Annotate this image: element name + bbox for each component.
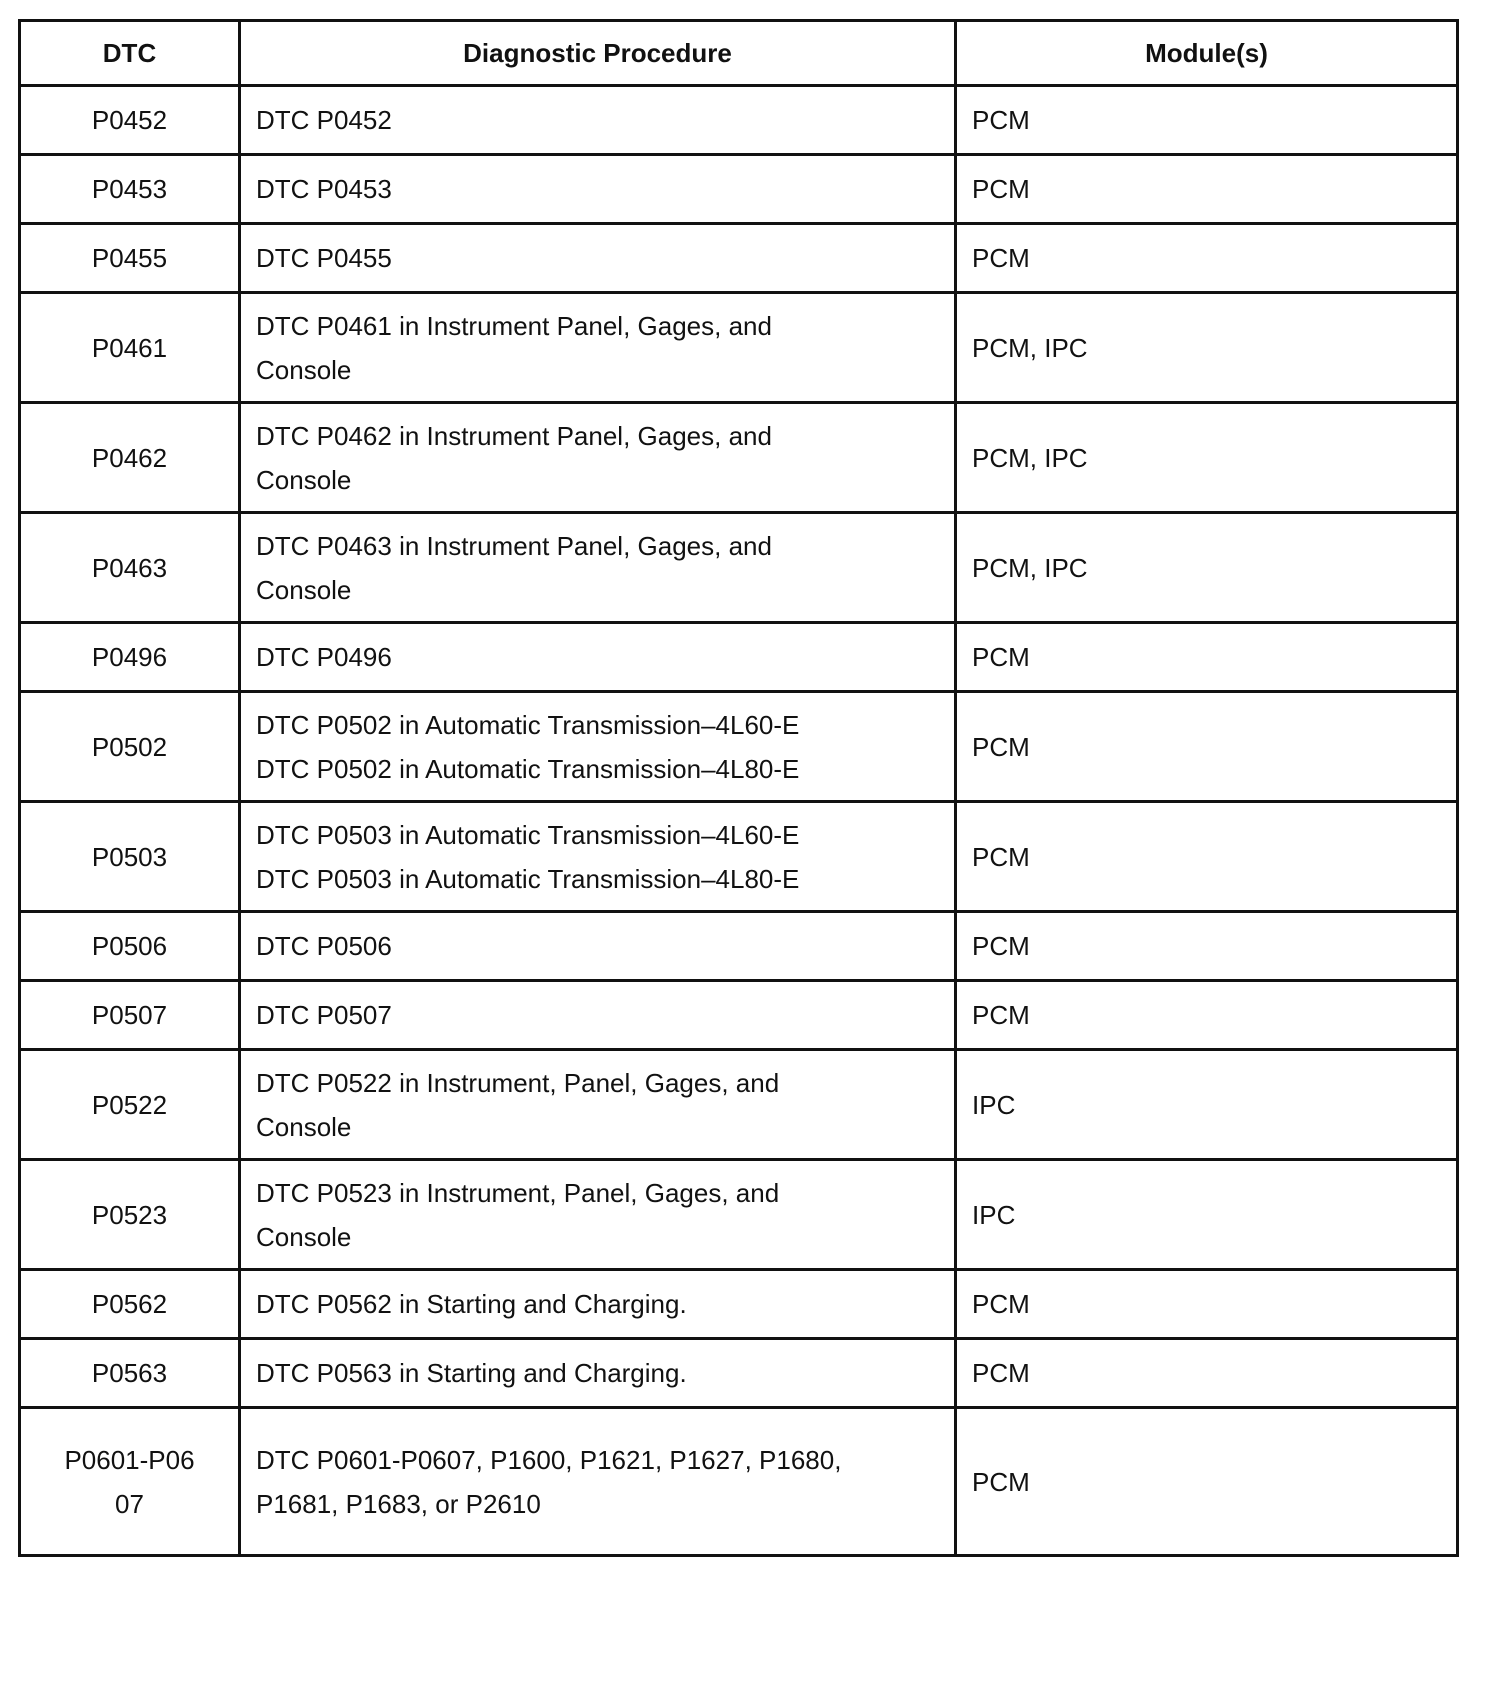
dtc-code-text: P0563 xyxy=(91,1358,168,1388)
table-header-row xyxy=(20,21,1458,86)
table-row xyxy=(20,802,1458,912)
table-row xyxy=(20,224,1458,293)
modules-cell: PCM xyxy=(956,802,1458,912)
dtc-code-text: P0453 xyxy=(91,174,168,204)
header-dtc: DTC xyxy=(20,21,240,86)
procedure-text: Console xyxy=(256,464,352,495)
procedure-text: DTC P0462 in Instrument Panel, Gages, and xyxy=(256,420,772,451)
dtc-code-text: 07 xyxy=(115,1488,144,1519)
dtc-code-cell xyxy=(20,623,240,692)
diagnostic-procedure-cell xyxy=(240,802,956,912)
procedure-text: Console xyxy=(256,1111,352,1142)
table-body xyxy=(20,86,1458,1556)
diagnostic-procedure-cell xyxy=(240,1050,956,1160)
table-row xyxy=(20,981,1458,1050)
procedure-text: DTC P0503 in Automatic Transmission–4L60-E xyxy=(256,819,800,850)
dtc-code-cell xyxy=(20,1270,240,1339)
dtc-code-text: P0452 xyxy=(91,105,168,135)
modules-cell: PCM xyxy=(956,1408,1458,1556)
dtc-code-text: P0463 xyxy=(91,552,168,583)
table-row xyxy=(20,1160,1458,1270)
procedure-text: Console xyxy=(256,574,352,605)
diagnostic-procedure-cell xyxy=(240,86,956,155)
modules-cell: PCM xyxy=(956,86,1458,155)
procedure-text: DTC P0502 in Automatic Transmission–4L80-E xyxy=(256,753,800,784)
dtc-code-cell xyxy=(20,403,240,513)
procedure-text: DTC P0563 in Starting and Charging. xyxy=(256,1358,687,1388)
modules-cell: PCM xyxy=(956,1339,1458,1408)
table-row xyxy=(20,1339,1458,1408)
dtc-code-text: P0522 xyxy=(91,1089,168,1120)
procedure-text: Console xyxy=(256,1221,352,1252)
diagnostic-procedure-cell xyxy=(240,293,956,403)
modules-cell: PCM, IPC xyxy=(956,403,1458,513)
modules-cell: PCM xyxy=(956,981,1458,1050)
diagnostic-procedure-cell xyxy=(240,981,956,1050)
dtc-code-text: P0455 xyxy=(91,243,168,273)
dtc-code-text: P0562 xyxy=(91,1289,168,1319)
procedure-text: DTC P0601-P0607, P1600, P1621, P1627, P1680, xyxy=(256,1444,842,1475)
dtc-code-cell xyxy=(20,224,240,293)
procedure-text: DTC P0503 in Automatic Transmission–4L80-E xyxy=(256,863,800,894)
diagnostic-procedure-cell xyxy=(240,403,956,513)
modules-cell: PCM, IPC xyxy=(956,293,1458,403)
dtc-code-text: P0503 xyxy=(91,841,168,872)
dtc-code-text: P0462 xyxy=(91,442,168,473)
dtc-code-cell xyxy=(20,513,240,623)
table-row xyxy=(20,155,1458,224)
procedure-text: DTC P0455 xyxy=(256,243,392,273)
procedure-text: DTC P0523 in Instrument, Panel, Gages, and xyxy=(256,1177,780,1208)
procedure-text: P1681, P1683, or P2610 xyxy=(256,1488,541,1519)
table-row xyxy=(20,403,1458,513)
header-modules: Module(s) xyxy=(956,21,1458,86)
dtc-table xyxy=(18,19,1459,1557)
dtc-code-text: P0461 xyxy=(91,332,168,363)
dtc-code-cell xyxy=(20,981,240,1050)
procedure-text: DTC P0452 xyxy=(256,105,392,135)
diagnostic-procedure-cell xyxy=(240,155,956,224)
table-row xyxy=(20,1408,1458,1556)
procedure-text: DTC P0506 xyxy=(256,931,392,961)
procedure-text: DTC P0522 in Instrument, Panel, Gages, and xyxy=(256,1067,780,1098)
dtc-code-text: P0506 xyxy=(91,931,168,961)
dtc-code-cell xyxy=(20,1050,240,1160)
diagnostic-procedure-cell xyxy=(240,623,956,692)
modules-cell: PCM xyxy=(956,155,1458,224)
modules-cell: PCM xyxy=(956,224,1458,293)
diagnostic-procedure-cell xyxy=(240,912,956,981)
procedure-text: DTC P0453 xyxy=(256,174,392,204)
dtc-code-text: P0507 xyxy=(91,1000,168,1030)
dtc-code-cell xyxy=(20,1408,240,1556)
modules-cell: PCM xyxy=(956,623,1458,692)
diagnostic-procedure-cell xyxy=(240,1160,956,1270)
procedure-text: DTC P0463 in Instrument Panel, Gages, and xyxy=(256,530,772,561)
procedure-text: DTC P0507 xyxy=(256,1000,392,1030)
table-row xyxy=(20,293,1458,403)
dtc-code-cell xyxy=(20,912,240,981)
table-row xyxy=(20,1270,1458,1339)
dtc-code-cell xyxy=(20,692,240,802)
modules-cell: PCM, IPC xyxy=(956,513,1458,623)
procedure-text: DTC P0461 in Instrument Panel, Gages, and xyxy=(256,310,772,341)
table-row xyxy=(20,513,1458,623)
diagnostic-procedure-cell xyxy=(240,513,956,623)
dtc-code-text: P0496 xyxy=(91,642,168,672)
diagnostic-procedure-cell xyxy=(240,224,956,293)
dtc-code-text: P0502 xyxy=(91,731,168,762)
diagnostic-procedure-cell xyxy=(240,692,956,802)
dtc-code-cell xyxy=(20,86,240,155)
dtc-code-cell xyxy=(20,293,240,403)
modules-cell: PCM xyxy=(956,1270,1458,1339)
dtc-code-cell xyxy=(20,802,240,912)
diagnostic-procedure-cell xyxy=(240,1339,956,1408)
table-row xyxy=(20,86,1458,155)
modules-cell: IPC xyxy=(956,1050,1458,1160)
table-row xyxy=(20,692,1458,802)
dtc-code-cell xyxy=(20,155,240,224)
modules-cell: PCM xyxy=(956,692,1458,802)
header-diagnostic-procedure: Diagnostic Procedure xyxy=(240,21,956,86)
table-row xyxy=(20,623,1458,692)
modules-cell: PCM xyxy=(956,912,1458,981)
diagnostic-procedure-cell xyxy=(240,1270,956,1339)
procedure-text: Console xyxy=(256,354,352,385)
dtc-code-text: P0601-P06 xyxy=(64,1444,195,1475)
table-row xyxy=(20,912,1458,981)
procedure-text: DTC P0502 in Automatic Transmission–4L60-E xyxy=(256,709,800,740)
dtc-code-text: P0523 xyxy=(91,1199,168,1230)
table-row xyxy=(20,1050,1458,1160)
modules-cell: IPC xyxy=(956,1160,1458,1270)
dtc-code-cell xyxy=(20,1160,240,1270)
diagnostic-procedure-cell xyxy=(240,1408,956,1556)
procedure-text: DTC P0496 xyxy=(256,642,392,672)
procedure-text: DTC P0562 in Starting and Charging. xyxy=(256,1289,687,1319)
dtc-code-cell xyxy=(20,1339,240,1408)
